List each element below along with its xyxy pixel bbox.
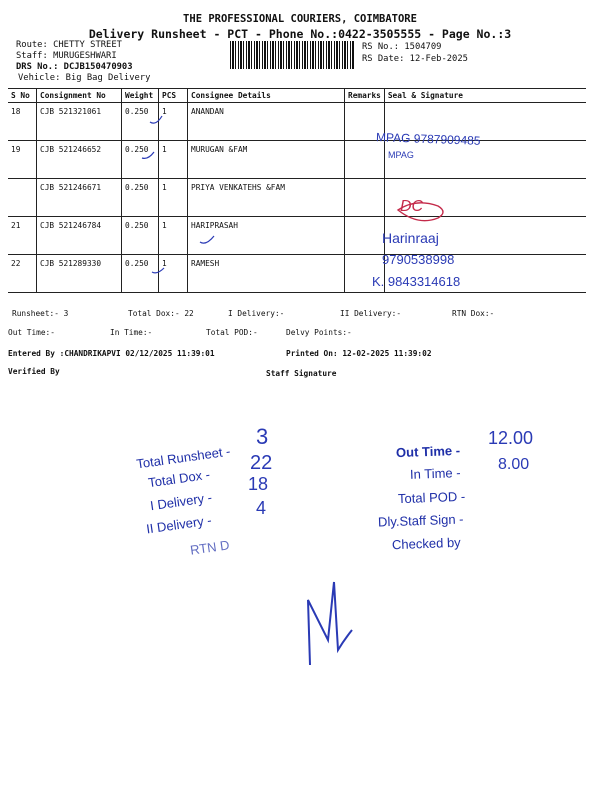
row-weight: 0.250: [122, 141, 159, 179]
runsheet-subtitle: Delivery Runsheet - PCT - Phone No.:0422-3505555 - Page No.:3: [88, 27, 512, 41]
signature-row19: MPAG 9787909485: [375, 130, 481, 148]
col-sno: S No: [8, 89, 37, 103]
tick-mark: [200, 236, 214, 243]
row-pcs: 1: [159, 255, 188, 293]
vehicle-label: Vehicle: Big Bag Delivery: [18, 73, 151, 83]
row-consignee: ANANDAN: [188, 103, 345, 141]
route-label: Route: CHETTY STREET: [16, 40, 122, 50]
col-seal-signature: Seal & Signature: [384, 89, 586, 103]
staff-label: Staff: MURUGESHWARI: [16, 51, 117, 61]
total-pod: Total POD:-: [206, 328, 258, 337]
row-weight: 0.250: [122, 255, 159, 293]
total-runsheet: Runsheet:- 3: [12, 309, 69, 318]
table-ink-marks: [0, 0, 600, 320]
signature-row22: 9790538998: [382, 252, 455, 267]
staff-signature-label: Staff Signature: [266, 369, 337, 378]
rtn-dox: RTN Dox:-: [452, 309, 495, 318]
row-weight: 0.250: [122, 103, 159, 141]
row-consignment: CJB 521246784: [37, 217, 122, 255]
tick-mark: [150, 116, 162, 123]
entered-by: Entered By :CHANDRIKAPVI 02/12/2025 11:39:01: [8, 349, 215, 358]
out-time: Out Time:-: [8, 328, 55, 337]
tick-mark: [152, 268, 164, 273]
hw-ii-delivery-value: 4: [256, 498, 267, 518]
delvy-points: Delvy Points:-: [286, 328, 352, 337]
col-remarks: Remarks: [345, 89, 385, 103]
hw-in-time-value: 8.00: [498, 456, 530, 473]
row-weight: 0.250: [122, 179, 159, 217]
verified-by: Verified By: [8, 367, 60, 376]
stamp-total-pod: Total POD -: [397, 488, 466, 507]
row-consignment: CJB 521321061: [37, 103, 122, 141]
hw-i-delivery-value: 18: [248, 474, 269, 494]
row-sno: 21: [8, 217, 37, 255]
row-consignment: CJB 521246652: [37, 141, 122, 179]
row-consignment: CJB 521289330: [37, 255, 122, 293]
row-sno: 22: [8, 255, 37, 293]
signature-scribble-icon: [290, 570, 360, 680]
in-time: In Time:-: [110, 328, 153, 337]
i-delivery: I Delivery:-: [228, 309, 285, 318]
stamp-staff-sign: Dly.Staff Sign -: [377, 511, 464, 530]
company-title: THE PROFESSIONAL COURIERS, COIMBATORE: [183, 13, 417, 25]
row-sno: 19: [8, 141, 37, 179]
signature-row19-sub: MPAG: [388, 150, 414, 160]
col-weight: Weight: [122, 89, 159, 103]
stamp-checked-by: Checked by: [391, 534, 461, 553]
col-pcs: PCS: [159, 89, 188, 103]
row-pcs: 1: [159, 141, 188, 179]
stamp-out-time: Out Time -: [395, 442, 461, 461]
hw-runsheet-value: 3: [256, 424, 269, 449]
stamp-rtn: RTN D: [189, 537, 231, 558]
stamp-i-delivery: I Delivery -: [149, 489, 213, 514]
signature-row20: DC: [400, 198, 424, 215]
tick-mark: [142, 152, 154, 158]
row-pcs: 1: [159, 179, 188, 217]
drs-number: DRS No.: DCJB150470903: [16, 62, 133, 72]
ii-delivery: II Delivery:-: [340, 309, 402, 318]
signature-row21: Harinraaj: [382, 230, 439, 246]
row-sno: 18: [8, 103, 37, 141]
row-pcs: 1: [159, 217, 188, 255]
row-consignment: CJB 521246671: [37, 179, 122, 217]
stamp-total-dox: Total Dox -: [147, 466, 211, 491]
rs-date: RS Date: 12-Feb-2025: [362, 54, 468, 64]
row-consignee: PRIYA VENKATEHS &FAM: [188, 179, 345, 217]
col-consignee: Consignee Details: [188, 89, 345, 103]
row-weight: 0.250: [122, 217, 159, 255]
printed-on: Printed On: 12-02-2025 11:39:02: [286, 349, 432, 358]
row-consignee: MURUGAN &FAM: [188, 141, 345, 179]
stamp-total-runsheet: Total Runsheet -: [135, 443, 232, 472]
rs-number: RS No.: 1504709: [362, 42, 442, 52]
hw-dox-value: 22: [250, 452, 273, 474]
stamp-ii-delivery: II Delivery -: [145, 512, 213, 537]
row-pcs: 1: [159, 103, 188, 141]
signature-row22-sub: K. 9843314618: [372, 274, 461, 289]
hw-out-time-value: 12.00: [488, 428, 534, 448]
col-consignment: Consignment No: [37, 89, 122, 103]
total-dox: Total Dox:- 22: [128, 309, 194, 318]
stamp-in-time: In Time -: [409, 465, 461, 482]
row-consignee: HARIPRASAH: [188, 217, 345, 255]
row-consignee: RAMESH: [188, 255, 345, 293]
